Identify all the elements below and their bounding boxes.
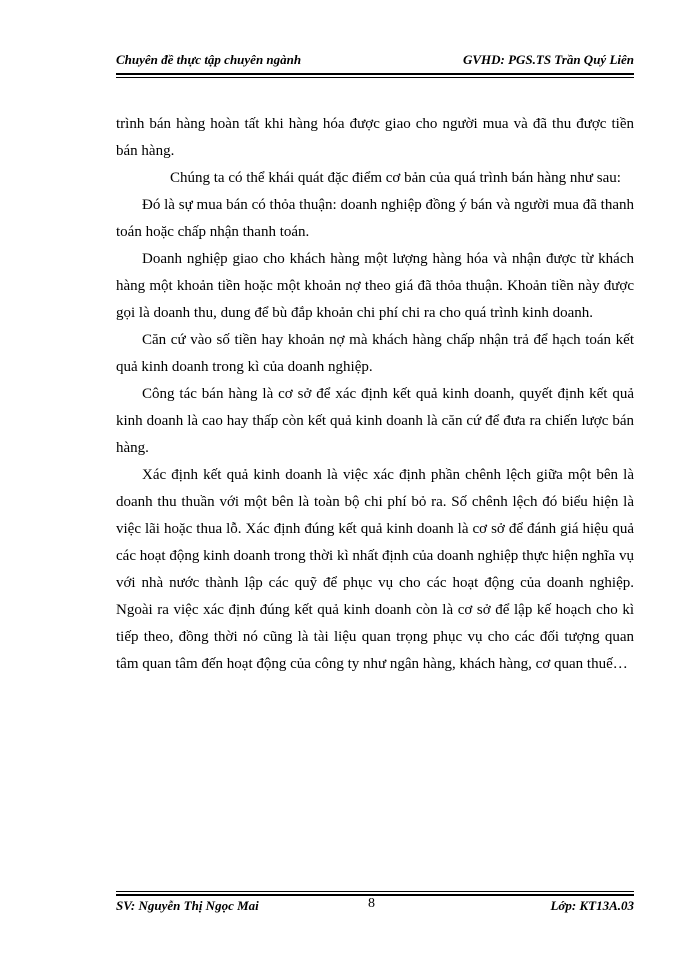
footer-student-name: SV: Nguyễn Thị Ngọc Mai: [116, 898, 259, 913]
footer-class-code: Lớp: KT13A.03: [550, 898, 634, 913]
page-footer: [116, 898, 634, 918]
footer-divider-thin: [116, 891, 634, 892]
page-number: 8: [368, 896, 375, 911]
header-supervisor: GVHD: PGS.TS Trần Quý Liên: [462, 52, 634, 67]
paragraph: Đó là sự mua bán có thỏa thuận: doanh nghiệp đồng ý bán và người mua đã thanh toán hoặc chấp nhận thanh toán.: [116, 197, 634, 240]
footer-divider: [116, 894, 634, 896]
paragraph: Chúng ta có thể khái quát đặc điểm cơ bản của quá trình bán hàng như sau:: [170, 170, 621, 186]
paragraph: Doanh nghiệp giao cho khách hàng một lượng hàng hóa và nhận được từ khách hàng một khoản tiền hoặc một khoản nợ theo giá đã thỏa thuận. Khoản tiền này được gọi là doanh thu, dung để bù đắp khoản chi phí chi ra cho quá trình kinh doanh.: [116, 251, 634, 321]
document-body: [116, 111, 634, 678]
header-course-title: Chuyên đề thực tập chuyên ngành: [116, 52, 302, 67]
paragraph: Công tác bán hàng là cơ sở để xác định kết quả kinh doanh, quyết định kết quả kinh doanh là cao hay thấp còn kết quả kinh doanh là căn cứ để đưa ra chiến lược bán hàng.: [116, 386, 634, 456]
paragraph: Xác định kết quả kinh doanh là việc xác định phần chênh lệch giữa một bên là doanh thu thuần với một bên là toàn bộ chi phí bỏ ra. Số chênh lệch đó biểu hiện là việc lãi hoặc thua lỗ. Xác định đúng kết quả kinh doanh là cơ sở để đánh giá hiệu quả các hoạt động kinh doanh trong thời kì nhất định của doanh nghiệp thực hiện nghĩa vụ với nhà nước thành lập các quỹ để phục vụ cho các hoạt động của doanh nghiệp. Ngoài ra việc xác định đúng kết quả kinh doanh còn là cơ sở để lập kế hoạch cho kì tiếp theo, đồng thời nó cũng là tài liệu quan trọng phục vụ cho các đối tượng quan tâm quan tâm đến hoạt động của công ty như ngân hàng, khách hàng, cơ quan thuế…: [116, 467, 634, 672]
page-header: [116, 52, 634, 72]
header-divider: [116, 73, 634, 75]
paragraph: Căn cứ vào số tiền hay khoản nợ mà khách hàng chấp nhận trả để hạch toán kết quả kinh doanh trong kì của doanh nghiệp.: [116, 332, 634, 375]
header-divider-thin: [116, 77, 634, 78]
paragraph-continuation: trình bán hàng hoàn tất khi hàng hóa được giao cho người mua và đã thu được tiền bán hàng.: [116, 116, 634, 159]
